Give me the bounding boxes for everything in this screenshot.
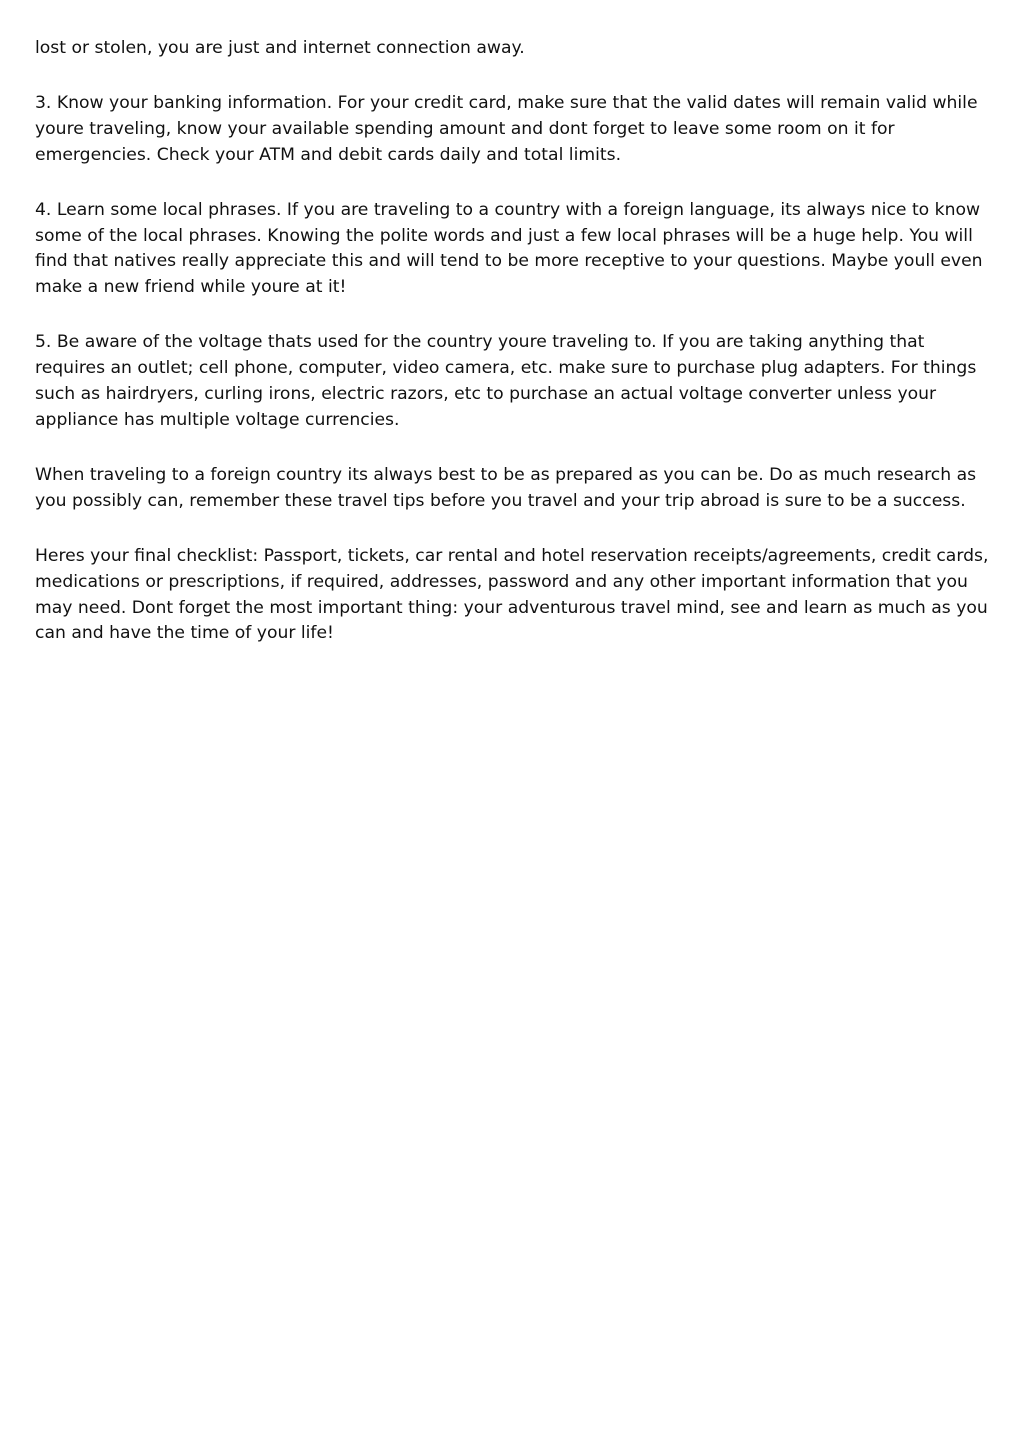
paragraph-final-checklist: Heres your final checklist: Passport, tickets, car rental and hotel reservation receipts/agreements, credit cards, medications or prescriptions, if required, addresses, password and any other important information that you may need. Dont forget the most important thing: your adventurous travel mind, see and learn as much as you can and have the time of your life!	[35, 545, 989, 644]
paragraph-tip-5-voltage: 5. Be aware of the voltage thats used for the country youre traveling to. If you are taking anything that requires an outlet; cell phone, computer, video camera, etc. make sure to purchase plug adapters. For things such as hairdryers, curling irons, electric razors, etc to purchase an actual voltage converter unless your appliance has multiple voltage currencies.	[35, 332, 977, 430]
document-body	[35, 36, 993, 676]
paragraph-tip-4-phrases: 4. Learn some local phrases. If you are traveling to a country with a foreign language, its always nice to know some of the local phrases. Knowing the polite words and just a few local phrases will be a huge help. You will find that natives really appreciate this and will tend to be more receptive to your questions. Maybe youll even make a new friend while youre at it!	[35, 199, 983, 298]
paragraph-summary: When traveling to a foreign country its always best to be as prepared as you can be. Do as much research as you possibly can, remember these travel tips before you travel and your trip abroad is sure to be a success.	[35, 464, 977, 511]
paragraph-tip-3-banking: 3. Know your banking information. For your credit card, make sure that the valid dates will remain valid while youre traveling, know your available spending amount and dont forget to leave some room on it for emergencies. Check your ATM and debit cards daily and total limits.	[35, 92, 978, 165]
paragraph-continuation: lost or stolen, you are just and internet connection away.	[35, 38, 525, 58]
